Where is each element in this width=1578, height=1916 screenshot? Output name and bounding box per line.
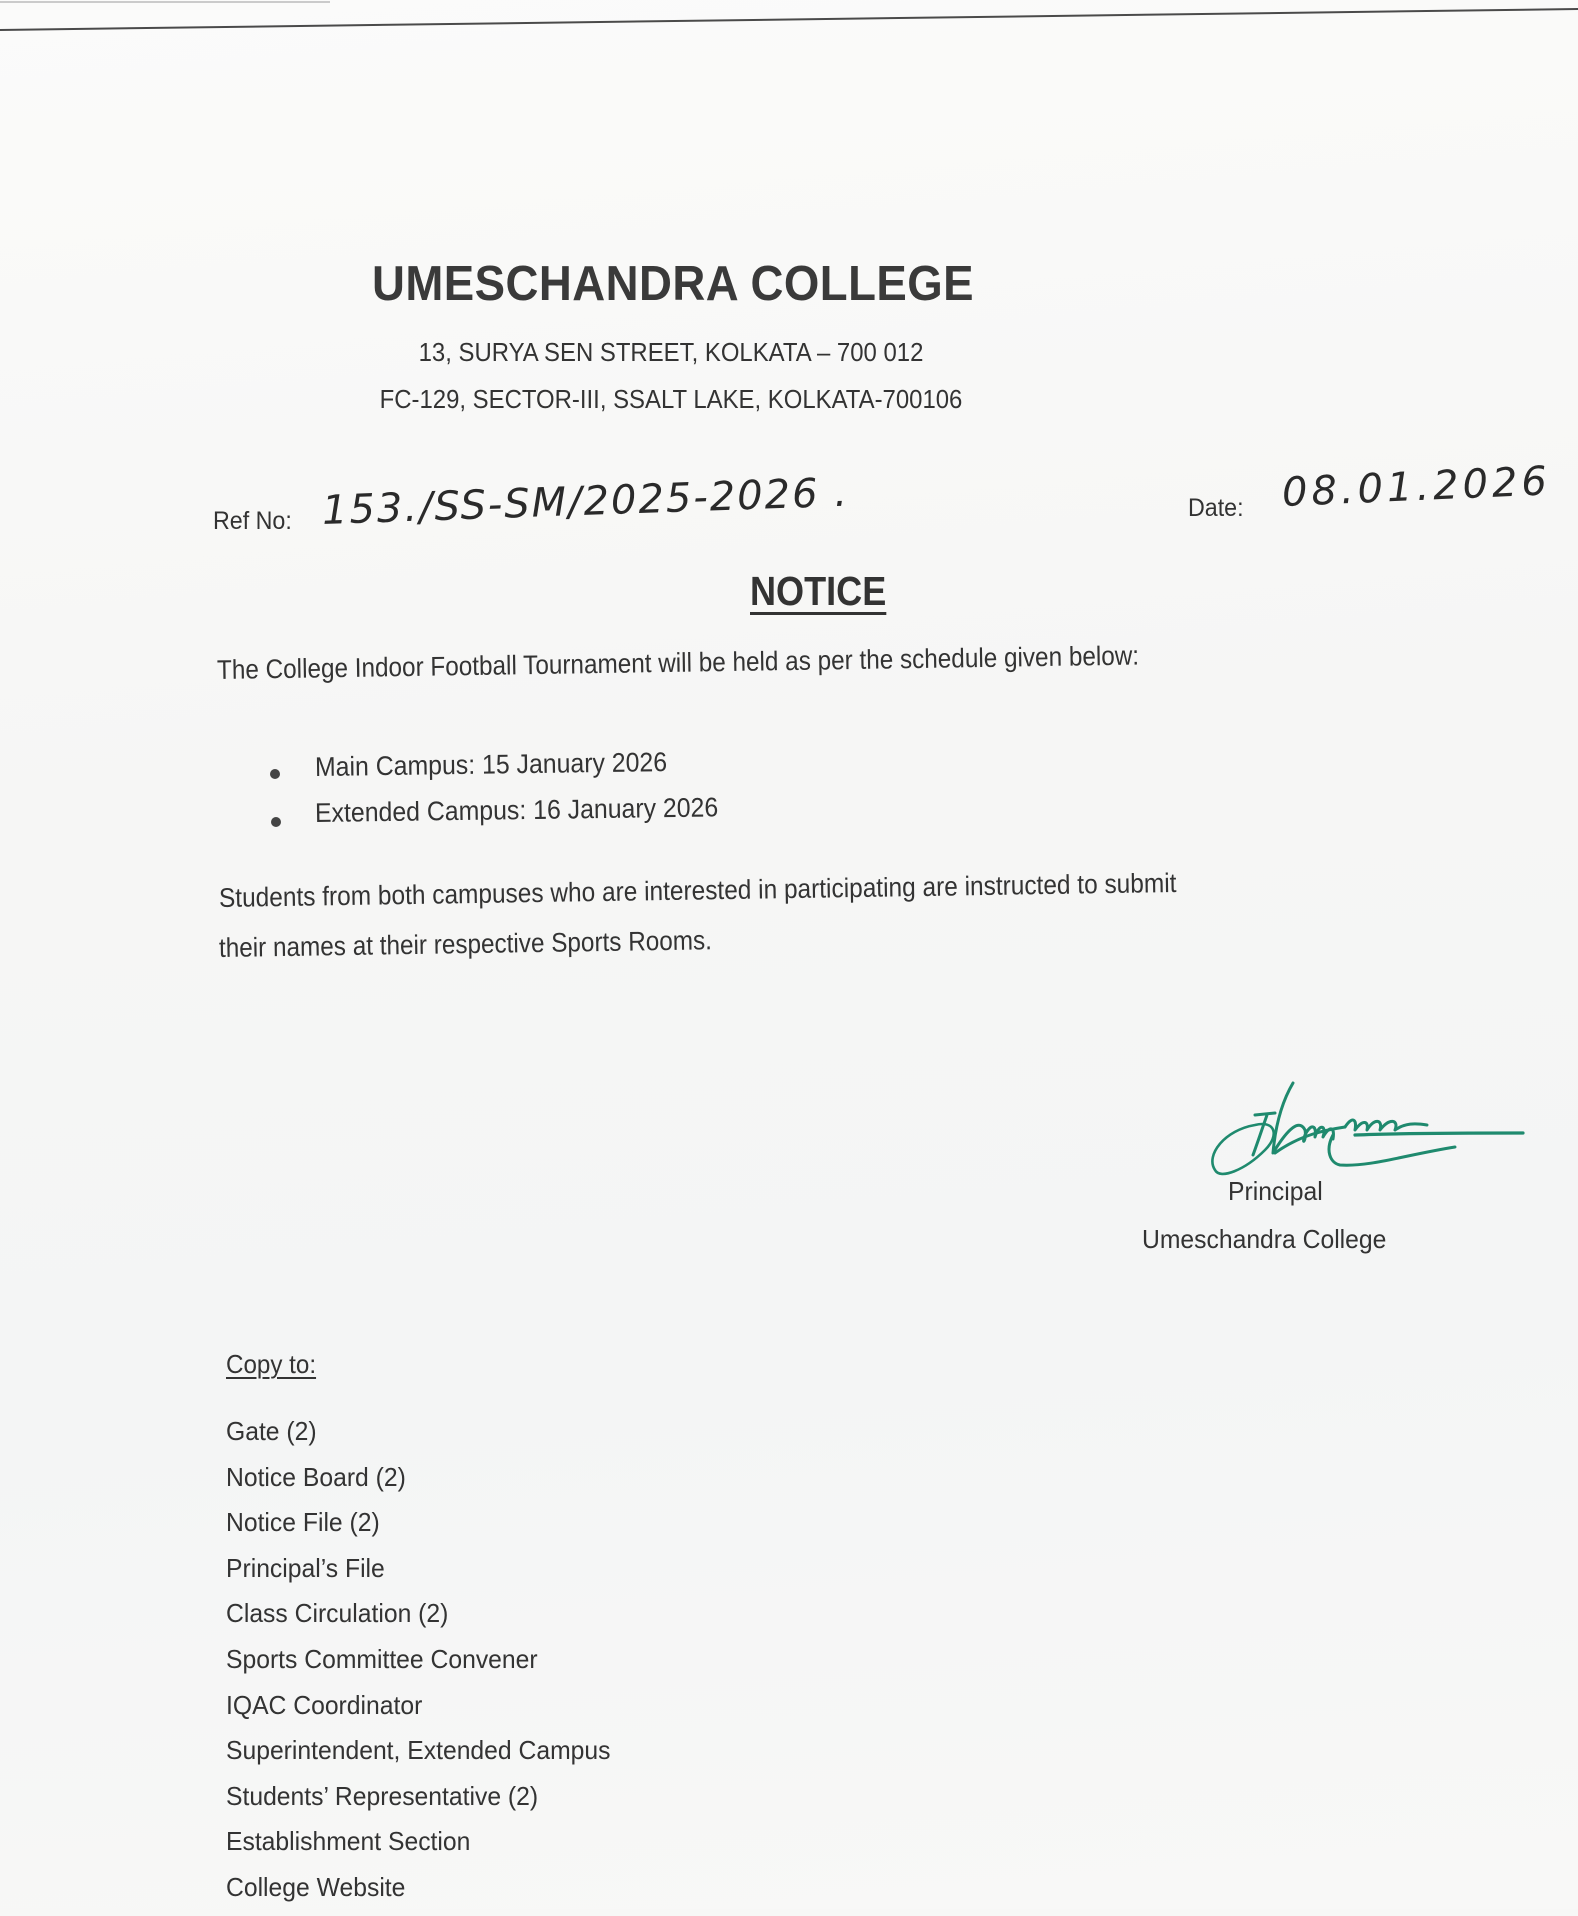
date-value: 08.01.2026 — [1280, 458, 1552, 516]
copy-to-item: Sports Committee Convener — [226, 1643, 538, 1674]
scan-page-edge — [0, 0, 1578, 40]
instruction-line-1: Students from both campuses who are interested in participating are instructed to submit — [218, 867, 1177, 913]
copy-to-item: Superintendent, Extended Campus — [226, 1735, 611, 1766]
copy-to-item: IQAC Coordinator — [226, 1689, 423, 1720]
bullet-icon — [271, 817, 281, 827]
bullet-icon — [270, 769, 280, 779]
copy-to-item: Notice File (2) — [226, 1507, 380, 1538]
principal-signature — [1205, 1075, 1525, 1190]
copy-to-item: Class Circulation (2) — [226, 1598, 449, 1629]
schedule-item-main-campus: Main Campus: 15 January 2026 — [314, 747, 668, 782]
copy-to-item: Notice Board (2) — [226, 1461, 406, 1492]
instruction-line-2: their names at their respective Sports Rooms. — [218, 925, 713, 963]
ref-no-label: Ref No: — [213, 507, 292, 535]
address-line-1: 13, SURYA SEN STREET, KOLKATA – 700 012 — [418, 337, 924, 367]
schedule-item-extended-campus: Extended Campus: 16 January 2026 — [314, 792, 719, 828]
signatory-designation: Principal — [1228, 1176, 1323, 1206]
copy-to-list — [226, 1414, 631, 1916]
copy-to-item: Students’ Representative (2) — [226, 1780, 539, 1811]
signatory-institution: Umeschandra College — [1142, 1224, 1387, 1254]
address-line-2: FC-129, SECTOR-III, SSALT LAKE, KOLKATA-700106 — [379, 384, 963, 414]
notice-heading: NOTICE — [750, 568, 887, 614]
copy-to-item: Establishment Section — [226, 1826, 471, 1857]
notice-intro: The College Indoor Football Tournament will be held as per the schedule given below: — [216, 640, 1140, 685]
copy-to-item: Gate (2) — [226, 1416, 317, 1446]
copy-to-heading: Copy to: — [226, 1349, 317, 1379]
date-label: Date: — [1188, 494, 1244, 522]
college-name: UMESCHANDRA COLLEGE — [371, 257, 975, 311]
copy-to-item: Principal’s File — [226, 1552, 385, 1583]
ref-no-value: 153./SS-SM/2025-2026 . — [321, 469, 850, 534]
copy-to-item: College Website — [226, 1871, 406, 1902]
